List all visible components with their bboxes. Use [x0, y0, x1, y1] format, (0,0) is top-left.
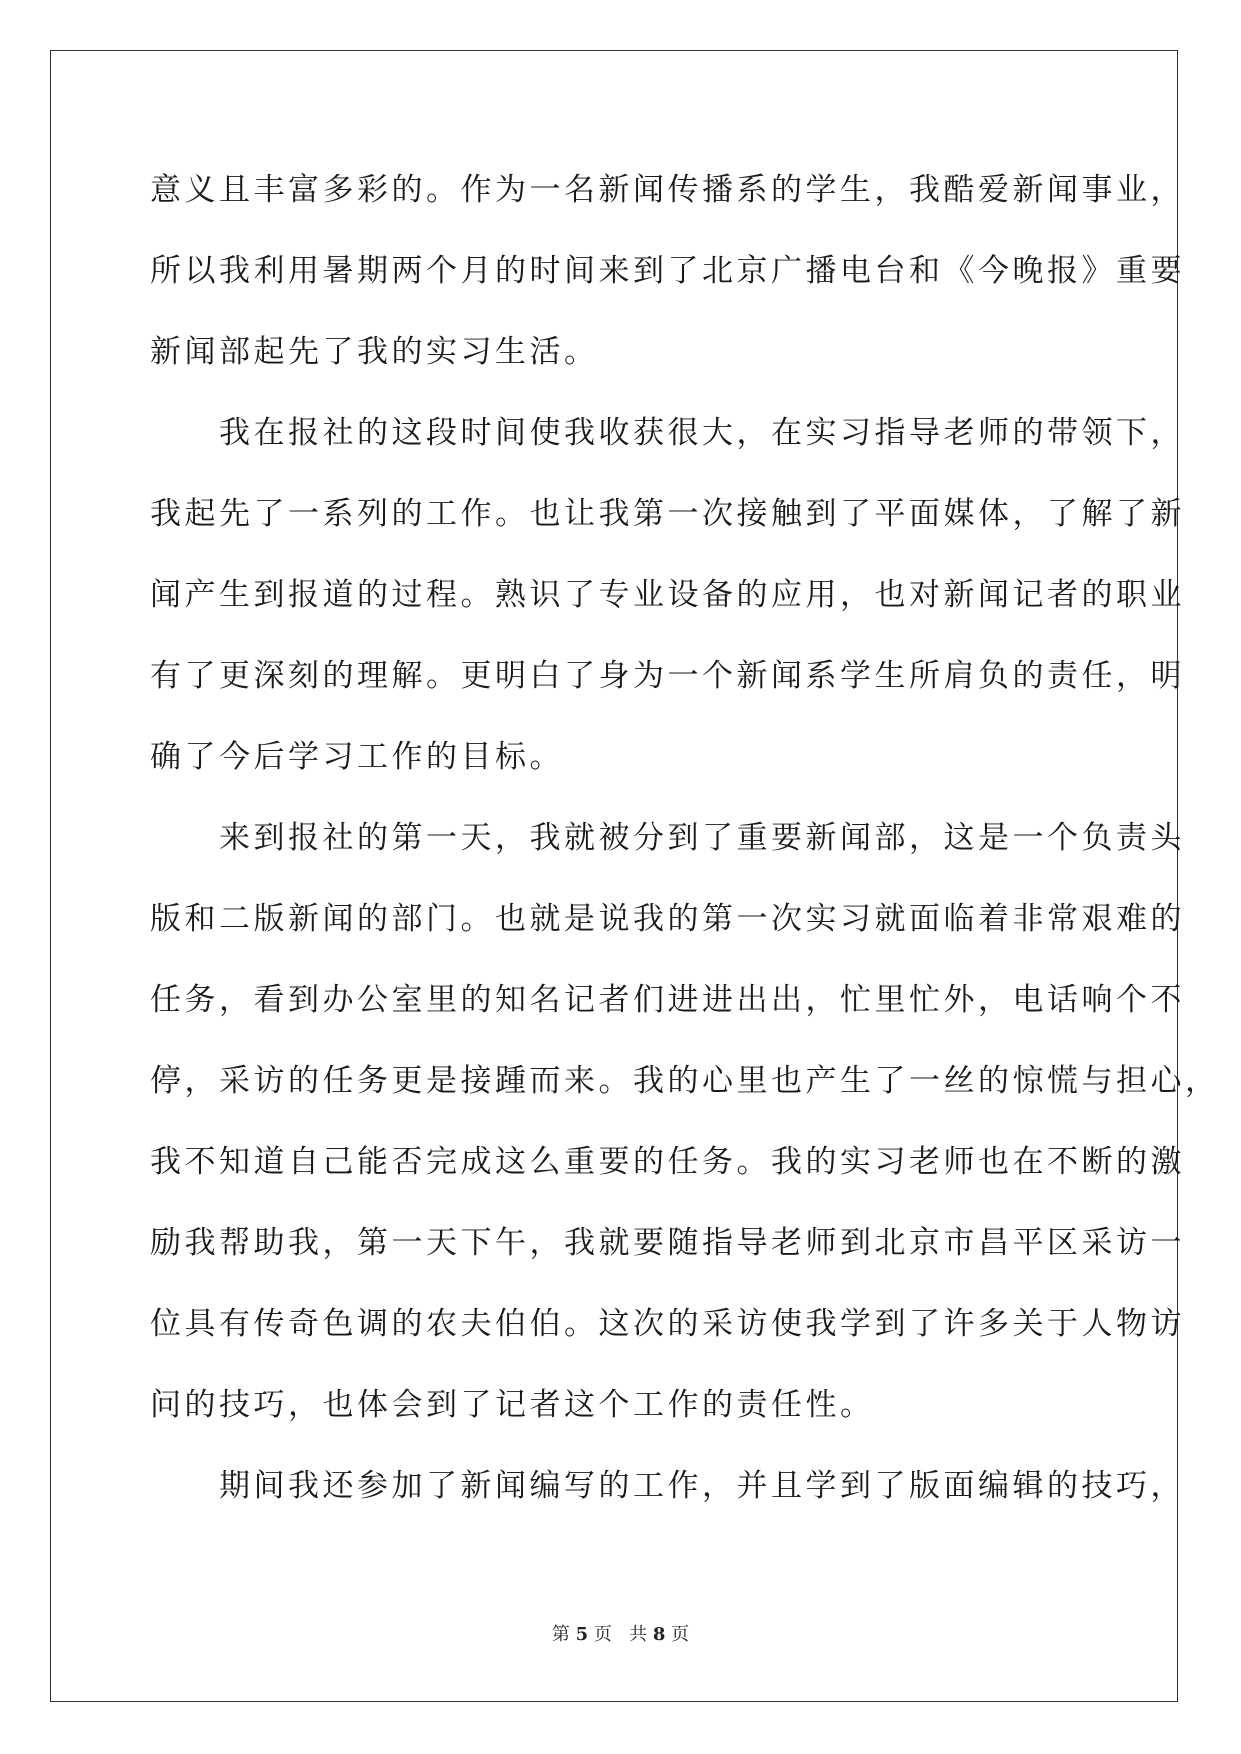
- text-line: 来到报社的第一天，我就被分到了重要新闻部，这是一个负责头: [150, 820, 1185, 856]
- page-total: 8: [652, 1624, 666, 1645]
- text-line: 任务，看到办公室里的知名记者们进进出出，忙里忙外，电话响个不: [150, 982, 1185, 1018]
- text-line: 我起先了一系列的工作。也让我第一次接触到了平面媒体，了解了新: [150, 496, 1185, 532]
- text-line: 意义且丰富多彩的。作为一名新闻传播系的学生，我酷爱新闻事业，: [150, 172, 1185, 208]
- page-prefix: 第: [551, 1624, 570, 1645]
- text-line: 我在报社的这段时间使我收获很大，在实习指导老师的带领下，: [150, 415, 1185, 451]
- total-prefix: 共: [629, 1624, 648, 1645]
- text-line: 位具有传奇色调的农夫伯伯。这次的采访使我学到了许多关于人物访: [150, 1306, 1185, 1342]
- text-line: 我不知道自己能否完成这么重要的任务。我的实习老师也在不断的激: [150, 1144, 1185, 1180]
- page-number-footer: [0, 1620, 1241, 1646]
- text-line: 版和二版新闻的部门。也就是说我的第一次实习就面临着非常艰难的: [150, 901, 1185, 937]
- page-suffix: 页: [593, 1624, 612, 1645]
- text-line: 所以我利用暑期两个月的时间来到了北京广播电台和《今晚报》重要: [150, 253, 1185, 289]
- text-line: 闻产生到报道的过程。熟识了专业设备的应用，也对新闻记者的职业: [150, 577, 1185, 613]
- page-current: 5: [575, 1624, 589, 1645]
- total-suffix: 页: [671, 1624, 690, 1645]
- text-line: 励我帮助我，第一天下午，我就要随指导老师到北京市昌平区采访一: [150, 1225, 1185, 1261]
- text-line: 停，采访的任务更是接踵而来。我的心里也产生了一丝的惊慌与担心，: [150, 1063, 1220, 1099]
- text-line: 期间我还参加了新闻编写的工作，并且学到了版面编辑的技巧，: [150, 1468, 1185, 1504]
- text-line: 新闻部起先了我的实习生活。: [150, 334, 599, 370]
- text-line: 有了更深刻的理解。更明白了身为一个新闻系学生所肩负的责任，明: [150, 658, 1185, 694]
- document-body: [150, 150, 1220, 1527]
- text-line: 问的技巧，也体会到了记者这个工作的责任性。: [150, 1387, 875, 1423]
- text-line: 确了今后学习工作的目标。: [150, 739, 564, 775]
